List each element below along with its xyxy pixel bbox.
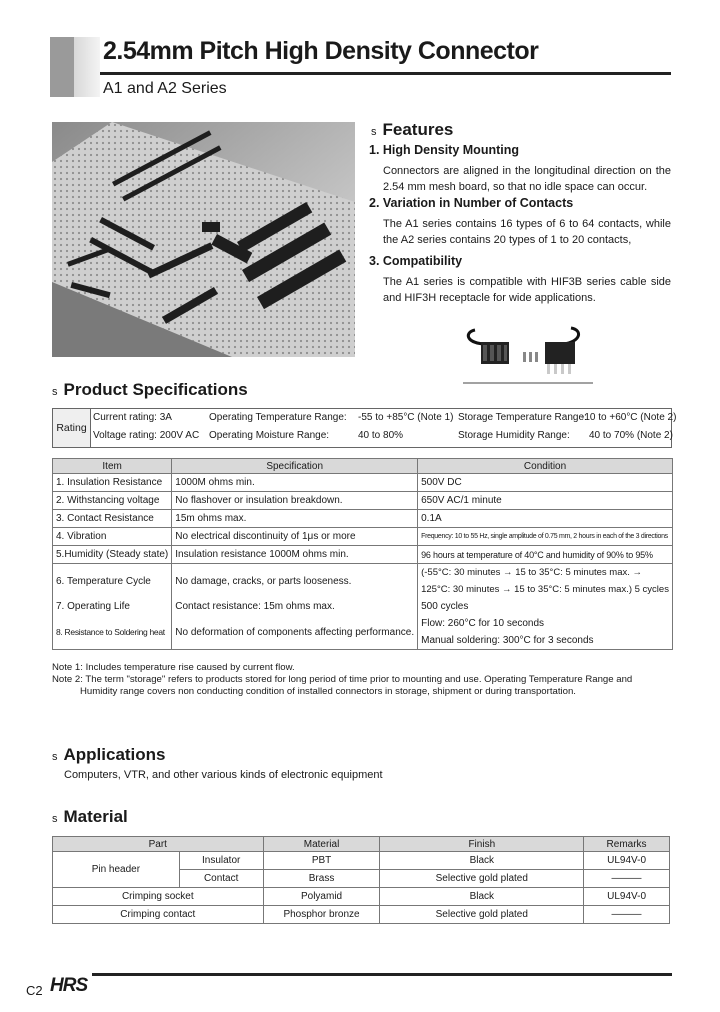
page-title: 2.54mm Pitch High Density Connector xyxy=(103,37,539,65)
material-finish: Selective gold plated xyxy=(380,906,584,924)
material-part: Pin header xyxy=(53,852,180,888)
table-row xyxy=(53,906,670,924)
table-row xyxy=(53,546,673,564)
table-row xyxy=(53,564,673,582)
material-part: Crimping contact xyxy=(53,906,264,924)
material-remarks: UL94V-0 xyxy=(584,888,670,906)
material-col-header: Part xyxy=(53,837,264,852)
rating-cell: Storage Humidity Range: xyxy=(458,430,570,441)
spec-header-row xyxy=(53,459,673,474)
applications-heading: s Applications xyxy=(52,745,166,764)
material-material: Polyamid xyxy=(263,888,380,906)
spec-condition: 125°C: 30 minutes → 15 to 35°C: 5 minutes max.) 5 cycles xyxy=(418,581,673,598)
table-row xyxy=(53,598,673,615)
table-row xyxy=(53,852,670,870)
spec-table xyxy=(52,458,673,650)
rating-cell: Storage Temperature Range: xyxy=(458,412,587,423)
spec-col-header: Item xyxy=(53,459,172,474)
feature-text-2: The A1 series contains 16 types of 6 to 64 contacts, while the A2 series contains 20 types of 1 to 20 contacts, xyxy=(383,218,671,246)
rating-cell: 40 to 70% (Note 2) xyxy=(589,430,673,441)
spec-item: 3. Contact Resistance xyxy=(53,510,172,528)
spec-notes xyxy=(52,662,672,698)
rating-cell: 40 to 80% xyxy=(358,430,404,441)
header-tab-block xyxy=(50,37,74,97)
table-row xyxy=(53,528,673,546)
spec-spec: Contact resistance: 15m ohms max. xyxy=(172,598,418,615)
spec-condition: Flow: 260°C for 10 seconds xyxy=(418,615,673,632)
spec-condition: 650V AC/1 minute xyxy=(418,492,673,510)
spec-spec: No damage, cracks, or parts looseness. xyxy=(172,564,418,599)
spec-spec: No electrical discontinuity of 1μs or more xyxy=(172,528,418,546)
spec-item: 1. Insulation Resistance xyxy=(53,474,172,492)
header-tab-shade xyxy=(74,37,100,97)
material-material: Brass xyxy=(263,870,380,888)
spec-spec: No flashover or insulation breakdown. xyxy=(172,492,418,510)
spec-condition: 500 cycles xyxy=(418,598,673,615)
material-heading: s Material xyxy=(52,807,128,826)
spec-col-header: Specification xyxy=(172,459,418,474)
rating-cell: Operating Moisture Range: xyxy=(209,430,330,441)
table-row xyxy=(53,615,673,632)
spec-item: 7. Operating Life xyxy=(53,598,172,615)
spec-condition: 96 hours at temperature of 40°C and humidity of 90% to 95% xyxy=(418,546,673,564)
feature-title-1: 1. High Density Mounting xyxy=(369,143,519,157)
spec-spec: 1000M ohms min. xyxy=(172,474,418,492)
material-part: Crimping socket xyxy=(53,888,264,906)
material-col-header: Remarks xyxy=(584,837,670,852)
material-subpart: Contact xyxy=(179,870,263,888)
rating-cell: -10 to +60°C (Note 2) xyxy=(581,412,677,423)
table-row xyxy=(53,510,673,528)
table-row xyxy=(53,474,673,492)
section-marker: s xyxy=(52,751,58,763)
spec-condition: 0.1A xyxy=(418,510,673,528)
features-heading: s Features xyxy=(371,120,454,139)
section-marker: s xyxy=(52,386,58,398)
rating-cell: -55 to +85°C (Note 1) xyxy=(358,412,454,423)
spec-spec: 15m ohms max. xyxy=(172,510,418,528)
spec-item: 8. Resistance to Soldering heat xyxy=(53,615,172,650)
footer-rule xyxy=(92,973,672,976)
material-finish: Black xyxy=(380,852,584,870)
product-specs-heading: s Product Specifications xyxy=(52,380,248,399)
rating-cell: Current rating: 3A xyxy=(93,412,172,423)
spec-col-header: Condition xyxy=(418,459,673,474)
material-table xyxy=(52,836,670,924)
table-row xyxy=(53,492,673,510)
material-material: Phosphor bronze xyxy=(263,906,380,924)
spec-condition: Manual soldering: 300°C for 3 seconds xyxy=(418,632,673,650)
rating-cell: Voltage rating: 200V AC xyxy=(93,430,200,441)
material-finish: Selective gold plated xyxy=(380,870,584,888)
connector-illustration xyxy=(463,322,593,384)
spec-item: 5.Humidity (Steady state) xyxy=(53,546,172,564)
note-line: Note 1: Includes temperature rise caused by current flow. xyxy=(52,662,295,673)
section-marker: s xyxy=(52,813,58,825)
spec-condition: Frequency: 10 to 55 Hz, single amplitude of 0.75 mm, 2 hours in each of the 3 directions xyxy=(418,528,673,546)
material-col-header: Material xyxy=(263,837,380,852)
material-subpart: Insulator xyxy=(179,852,263,870)
product-photo xyxy=(52,122,355,357)
applications-text: Computers, VTR, and other various kinds of electronic equipment xyxy=(64,769,383,781)
section-marker: s xyxy=(371,126,377,138)
feature-title-3: 3. Compatibility xyxy=(369,254,463,268)
spec-condition: 500V DC xyxy=(418,474,673,492)
spec-item: 2. Withstancing voltage xyxy=(53,492,172,510)
table-row xyxy=(53,888,670,906)
rating-cell: Operating Temperature Range: xyxy=(209,412,347,423)
spec-item: 6. Temperature Cycle xyxy=(53,564,172,599)
material-header-row xyxy=(53,837,670,852)
rating-label: Rating xyxy=(53,409,91,447)
spec-spec: No deformation of components affecting performance. xyxy=(172,615,418,650)
material-remarks: UL94V-0 xyxy=(584,852,670,870)
feature-text-3: The A1 series is compatible with HIF3B series cable side and HIF3H receptacle for wide applications. xyxy=(383,276,671,304)
spec-condition: (-55°C: 30 minutes → 15 to 35°C: 5 minutes max. → xyxy=(418,564,673,582)
hrs-logo: HRS xyxy=(50,975,88,996)
note-line: Humidity range covers non conducting condition of installed connectors in storage, shipment or during transportation. xyxy=(80,686,576,697)
material-remarks: ——— xyxy=(584,870,670,888)
material-col-header: Finish xyxy=(380,837,584,852)
feature-title-2: 2. Variation in Number of Contacts xyxy=(369,196,574,210)
note-line: Note 2: The term "storage" refers to products stored for long period of time prior to mounting and use. Operating Temperature Range and xyxy=(52,674,633,685)
page-number: C2 xyxy=(26,983,43,998)
spec-spec: Insulation resistance 1000M ohms min. xyxy=(172,546,418,564)
title-rule xyxy=(100,72,671,75)
rating-box xyxy=(52,408,677,448)
feature-text-1: Connectors are aligned in the longitudinal direction on the 2.54 mm mesh board, so that no idle space can occur. xyxy=(383,165,671,193)
material-remarks: ——— xyxy=(584,906,670,924)
material-material: PBT xyxy=(263,852,380,870)
page-subtitle: A1 and A2 Series xyxy=(103,80,227,97)
spec-item: 4. Vibration xyxy=(53,528,172,546)
material-finish: Black xyxy=(380,888,584,906)
